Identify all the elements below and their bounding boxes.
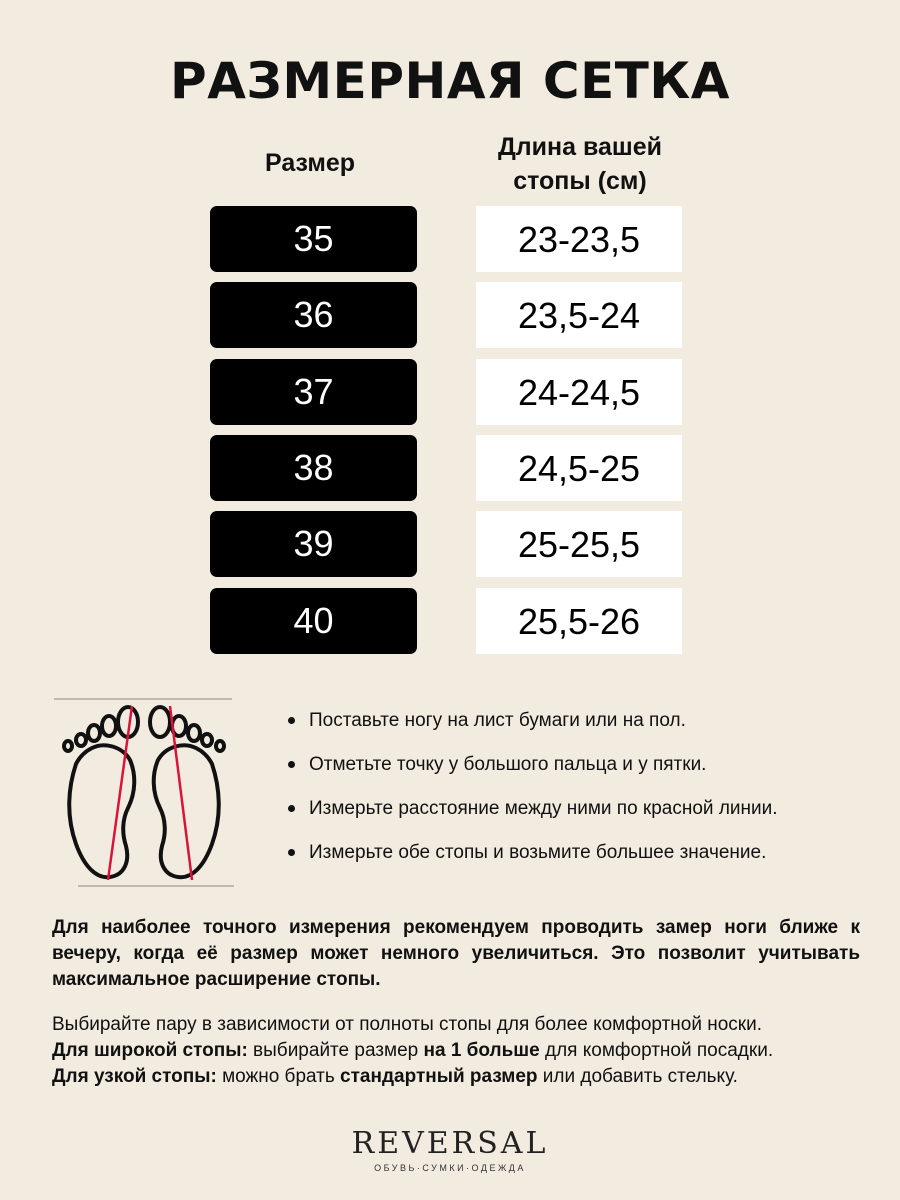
length-cell: 23-23,5 (476, 206, 682, 272)
length-cell: 24,5-25 (476, 435, 682, 501)
page-title: РАЗМЕРНАЯ СЕТКА (170, 52, 730, 110)
size-row (0, 282, 900, 348)
length-column-header (455, 130, 705, 198)
size-column-header: Размер (264, 149, 356, 177)
length-cell: 23,5-24 (476, 282, 682, 348)
advice-intro: Выбирайте пару в зависимости от полноты стопы для более комфортной носки. (52, 1014, 762, 1035)
narrow-foot-text-end: или добавить стельку. (537, 1066, 738, 1087)
brand-logo: REVERSAL (351, 1126, 549, 1161)
tip-item (287, 840, 778, 865)
narrow-foot-text: можно брать (216, 1066, 341, 1087)
narrow-foot-label: Для узкой стопы: (52, 1066, 217, 1087)
footprints-measure-icon (52, 696, 236, 888)
size-row (0, 359, 900, 425)
bullet-icon (288, 761, 295, 768)
measurement-note: Для наиболее точного измерения рекомендуем проводить замер ноги ближе к вечеру, когда её размер может немного увеличиться. Это позволит учитывать максимальное расширение стопы. (52, 917, 860, 990)
advice-wide-foot (52, 1038, 872, 1064)
tip-text: Измерьте расстояние между ними по красной линии. (309, 798, 778, 819)
measurement-tips (287, 708, 778, 884)
advice-narrow-foot (52, 1064, 872, 1090)
size-cell: 36 (210, 282, 417, 348)
tip-text: Отметьте точку у большого пальца и у пятки. (309, 754, 707, 775)
brand-tagline: ОБУВЬ·СУМКИ·ОДЕЖДА (374, 1163, 526, 1173)
tip-item (287, 796, 778, 821)
tip-text: Поставьте ногу на лист бумаги или на пол. (309, 710, 686, 731)
tip-item (287, 708, 778, 733)
bullet-icon (288, 849, 295, 856)
size-cell: 39 (210, 511, 417, 577)
size-row (0, 435, 900, 501)
size-row (0, 588, 900, 654)
size-cell: 35 (210, 206, 417, 272)
fit-advice (52, 1012, 872, 1090)
length-header-line2: стопы (см) (513, 167, 647, 195)
wide-foot-text-end: для комфортной посадки. (539, 1040, 774, 1061)
length-cell: 25,5-26 (476, 588, 682, 654)
wide-foot-emphasis: на 1 больше (423, 1040, 540, 1061)
length-cell: 24-24,5 (476, 359, 682, 425)
length-cell: 25-25,5 (476, 511, 682, 577)
length-header-line1: Длина вашей (497, 133, 663, 161)
bullet-icon (288, 805, 295, 812)
size-cell: 40 (210, 588, 417, 654)
size-row (0, 511, 900, 577)
size-cell: 38 (210, 435, 417, 501)
size-row (0, 206, 900, 272)
wide-foot-label: Для широкой стопы: (52, 1040, 248, 1061)
tip-text: Измерьте обе стопы и возьмите большее значение. (309, 842, 767, 863)
bullet-icon (288, 717, 295, 724)
tip-item (287, 752, 778, 777)
size-cell: 37 (210, 359, 417, 425)
wide-foot-text: выбирайте размер (247, 1040, 424, 1061)
narrow-foot-emphasis: стандартный размер (340, 1066, 538, 1087)
